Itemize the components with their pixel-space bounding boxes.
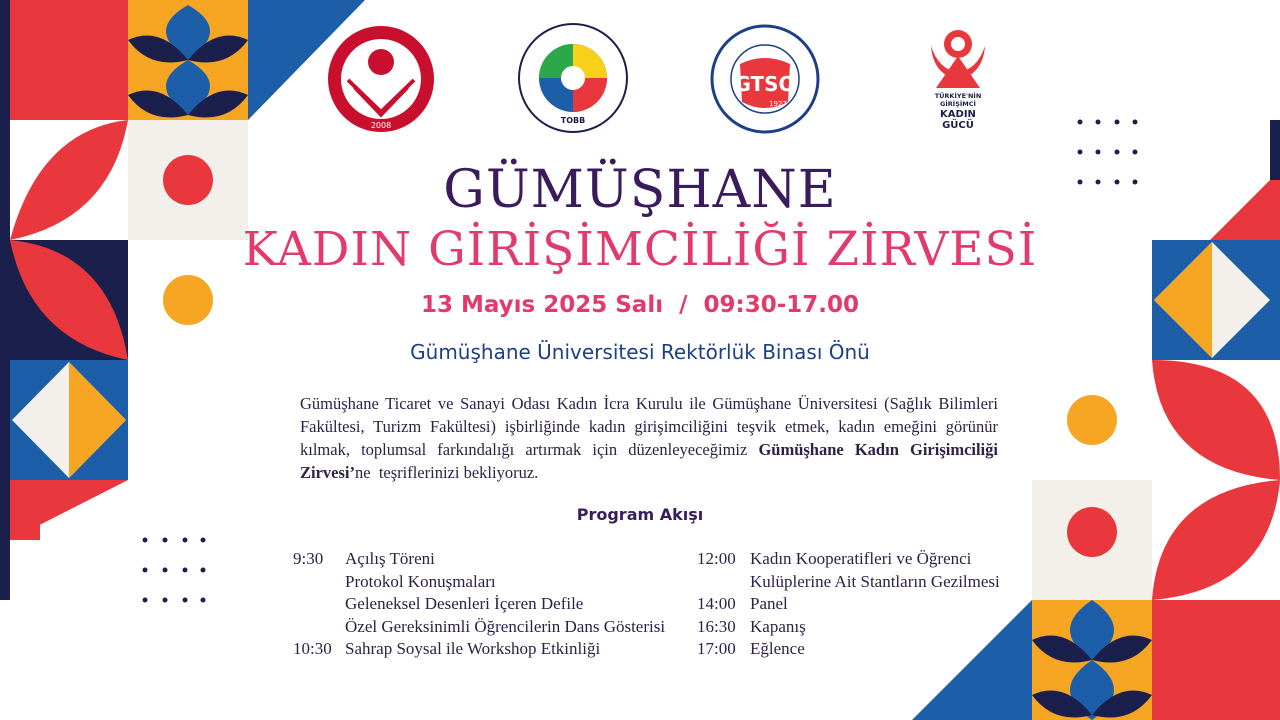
svg-text:KADIN: KADIN [940,109,976,120]
schedule-row [697,593,1000,616]
event-description [300,392,998,484]
schedule-left [293,548,665,661]
schedule-activity: Geleneksel Desenleri İçeren Defile [345,594,584,613]
left-dots [143,538,206,603]
schedule-row [697,571,1000,594]
event-title-line2: KADIN GİRİŞİMCİLİĞİ ZİRVESİ [242,222,1038,277]
schedule-time: 9:30 [293,549,324,568]
schedule-row [293,616,665,639]
schedule-activity: Sahrap Soysal ile Workshop Etkinliği [345,639,601,658]
schedule-time: 12:00 [697,549,736,568]
gumushane-universitesi-logo [326,24,436,138]
svg-text:TOBB: TOBB [560,116,586,125]
schedule-activity: Kadın Kooperatifleri ve Öğrenci [750,549,972,568]
schedule-time: 16:30 [697,616,736,636]
description-bold: Gümüşhane Kadın Girişimciliği Zirvesi’ [300,440,998,482]
schedule-right [697,548,1000,661]
kadin-girisimci-logo [925,26,991,134]
schedule-time: 17:00 [697,639,736,658]
event-venue: Gümüşhane Üniversitesi Rektörlük Binası Önü [410,340,870,364]
svg-text:GTSO: GTSO [734,72,796,96]
schedule-activity: Kulüplerine Ait Stantların Gezilmesi [750,571,1000,591]
svg-text:TÜRKİYE'NİN: TÜRKİYE'NİN [934,92,982,100]
tobb-logo [517,22,629,138]
schedule-activity: Kapanış [750,616,806,636]
schedule-row [697,548,1000,571]
schedule-row [697,616,1000,639]
description-text-end: ne teşriflerinizi bekliyoruz. [355,463,539,482]
svg-text:GİRİŞİMCİ: GİRİŞİMCİ [940,100,976,108]
svg-text:1927: 1927 [769,100,787,108]
event-date: 13 Mayıs 2025 Salı / 09:30-17.00 [420,292,860,318]
svg-text:2008: 2008 [370,121,392,130]
description-text: Gümüşhane Ticaret ve Sanayi Odası Kadın İcra Kurulu ile Gümüşhane Üniversitesi (Sağlık Bilimleri Fakültesi, Turizm Fakültesi) işbirliğinde kadın girişimciliğini teşvik etmek, kadın emeğini görünür kılmak, toplumsal farkındalığı artırmak için düzenleyeceğimiz [300,394,998,459]
schedule-row [293,571,665,594]
schedule-row [293,548,665,571]
schedule-row [293,593,665,616]
schedule-activity: Açılış Töreni [345,549,435,568]
schedule-time: 10:30 [293,639,332,658]
svg-text:GÜCÜ: GÜCÜ [942,120,974,130]
schedule-activity: Protokol Konuşmaları [345,571,496,591]
event-title-line1: GÜMÜŞHANE [443,160,837,220]
gtso-logo [710,24,820,138]
schedule-row [697,638,1000,661]
schedule-activity: Panel [750,594,788,613]
schedule-row [293,638,665,661]
program-title: Program Akışı [576,505,704,524]
schedule-time: 14:00 [697,594,736,613]
schedule-activity: Eğlence [750,639,805,658]
schedule-activity: Özel Gereksinimli Öğrencilerin Dans Gösterisi [345,616,666,636]
